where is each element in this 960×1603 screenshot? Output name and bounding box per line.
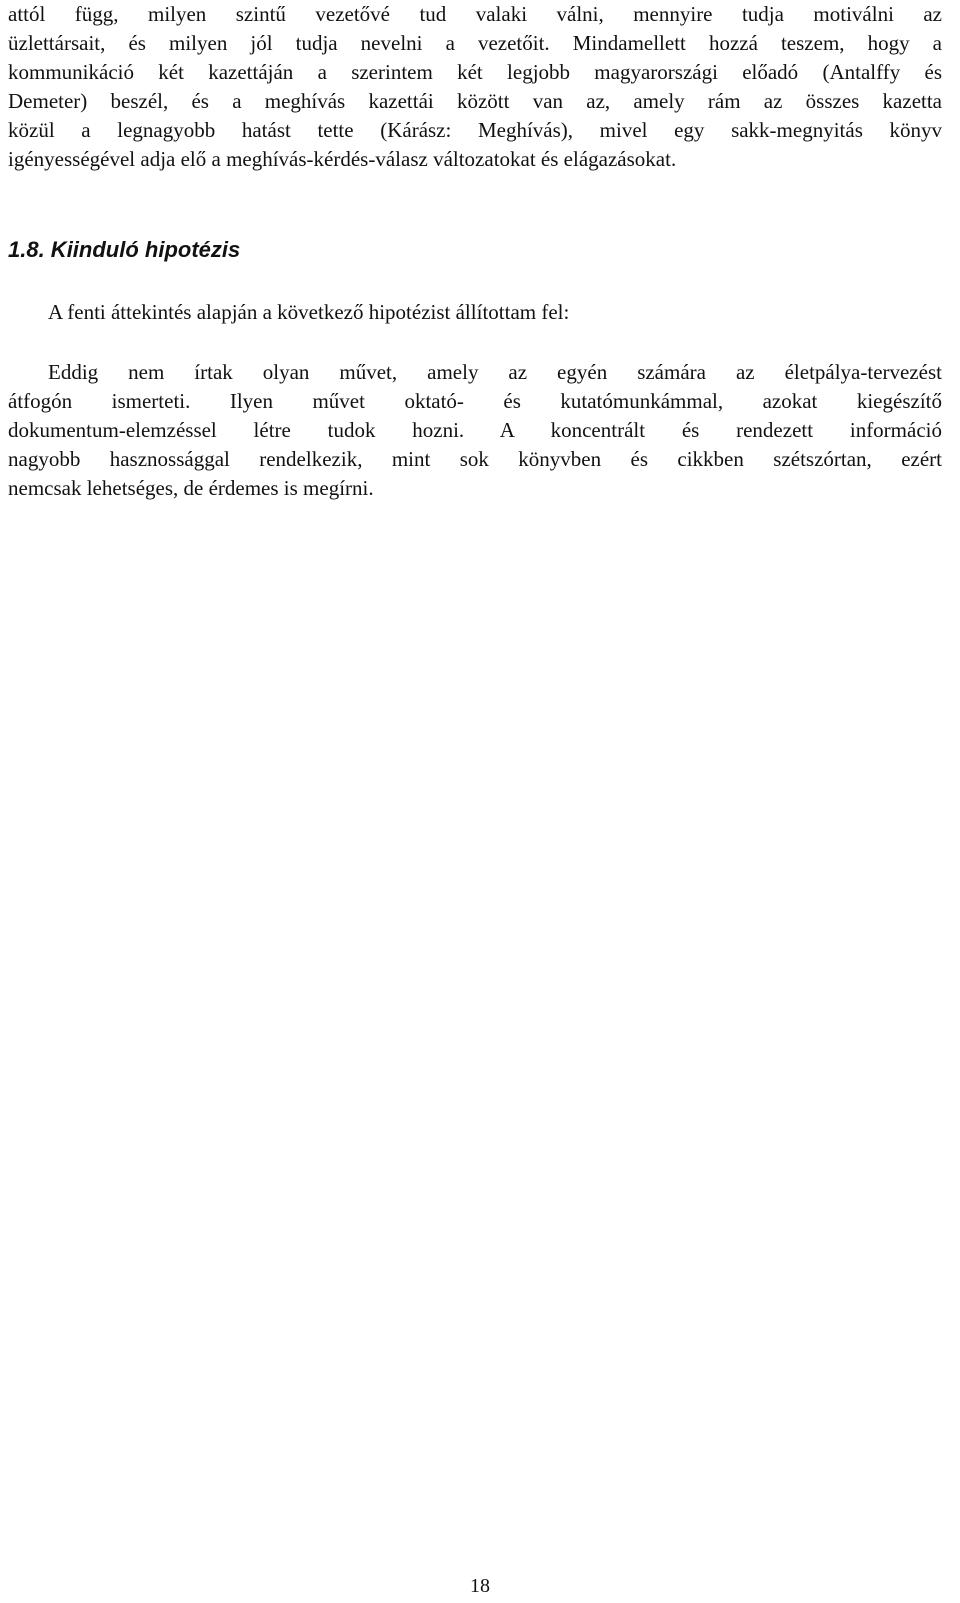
intro-paragraph [8,0,942,174]
page-number: 18 [470,1575,490,1597]
paragraph-line: Demeter) beszél, és a meghívás kazettái között van az, amely rám az összes kazetta [8,89,942,113]
paragraph-line: kommunikáció két kazettáján a szerintem két legjobb magyarországi előadó (Antalffy és [8,60,942,84]
section-heading: 1.8. Kiinduló hipotézis [8,237,241,262]
paragraph-line: közül a legnagyobb hatást tette (Kárász: Meghívás), mivel egy sakk-megnyitás könyv [8,118,942,142]
paragraph-line: igényességével adja elő a meghívás-kérdés-válasz változatokat és elágazásokat. [8,147,677,171]
paragraph-line: nagyobb hasznossággal rendelkezik, mint sok könyvben és cikkben szétszórtan, ezért [8,447,942,471]
paragraph-line: átfogón ismerteti. Ilyen művet oktató- és kutatómunkámmal, azokat kiegészítő [8,389,942,413]
lead-sentence: A fenti áttekintés alapján a következő hipotézist állítottam fel: [48,300,570,324]
paragraph-line: Eddig nem írtak olyan művet, amely az egyén számára az életpálya-tervezést [48,360,942,384]
paragraph-line: attól függ, milyen szintű vezetővé tud valaki válni, mennyire tudja motiválni az [8,2,942,26]
paragraph-line: nemcsak lehetséges, de érdemes is megírni. [8,476,374,500]
paragraph-line: üzlettársait, és milyen jól tudja nevelni a vezetőit. Mindamellett hozzá teszem, hogy a [8,31,942,55]
paragraph-line: dokumentum-elemzéssel létre tudok hozni. A koncentrált és rendezett információ [8,418,942,442]
hypothesis-paragraph [8,358,942,503]
